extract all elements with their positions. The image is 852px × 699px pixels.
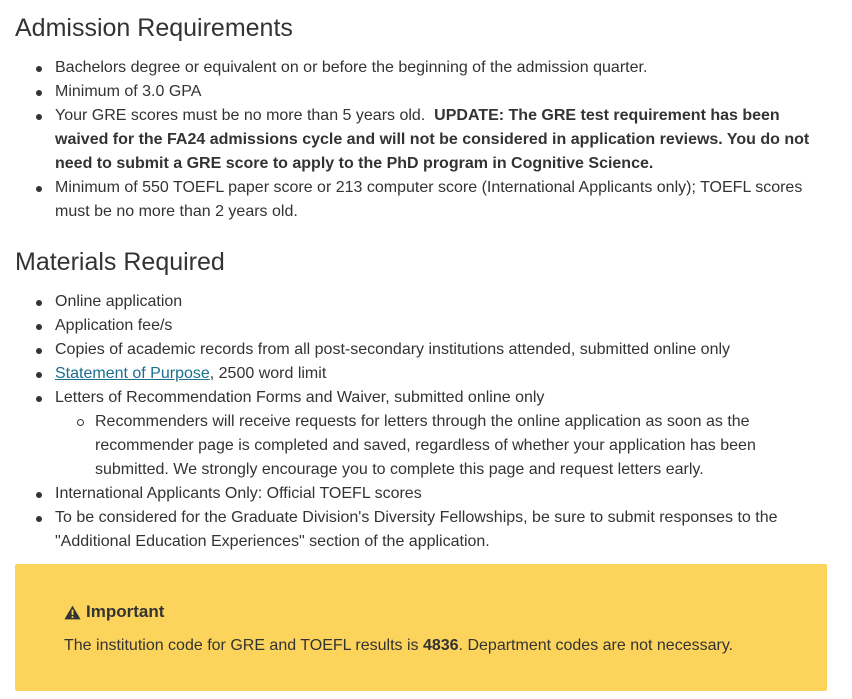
callout-title-text: Important <box>86 602 165 621</box>
callout-text-before: The institution code for GRE and TOEFL results is <box>64 637 423 654</box>
statement-of-purpose-link[interactable]: Statement of Purpose <box>55 365 210 382</box>
list-item-text: Minimum of 550 TOEFL paper score or 213 computer score (International Applicants only); TOEFL scores must be no more than 2 years old. <box>55 179 803 220</box>
admission-requirements-list <box>15 56 830 224</box>
list-item-text: Minimum of 3.0 GPA <box>55 83 202 100</box>
important-callout <box>15 564 827 691</box>
admission-requirements-heading: Admission Requirements <box>15 14 293 42</box>
materials-required-list <box>15 290 830 554</box>
list-item-text: Online application <box>55 293 183 310</box>
list-item-text: Copies of academic records from all post-secondary institutions attended, submitted online only <box>55 341 731 358</box>
list-item <box>15 314 830 338</box>
list-item <box>15 104 830 176</box>
warning-icon <box>64 605 81 620</box>
list-item-text: Letters of Recommendation Forms and Waiver, submitted online only <box>55 389 545 406</box>
list-item <box>15 506 830 554</box>
list-item-text: International Applicants Only: Official TOEFL scores <box>55 485 422 502</box>
list-item-text: To be considered for the Graduate Division's Diversity Fellowships, be sure to submit responses to the "Additional Education Experiences" section of the application. <box>55 509 778 550</box>
list-item <box>15 176 830 224</box>
callout-title <box>64 600 778 624</box>
list-item <box>15 482 830 506</box>
gre-update-notice: UPDATE: The GRE test requirement has been waived for the FA24 admissions cycle and will not be considered in application reviews. You do not need to submit a GRE score to apply to the PhD program in Cognitive Science. <box>55 107 810 172</box>
list-item <box>15 386 830 482</box>
callout-text-after: . Department codes are not necessary. <box>458 637 734 654</box>
list-item-text: , 2500 word limit <box>209 365 327 382</box>
list-item <box>15 56 830 80</box>
sub-list-item-text: Recommenders will receive requests for letters through the online application as soon as the recommender page is completed and saved, regardless of whether your application has been submitted. We strongly encourage you to complete this page and request letters early. <box>95 413 756 478</box>
list-item <box>15 362 830 386</box>
institution-code: 4836 <box>422 637 459 654</box>
list-item-text: Your GRE scores must be no more than 5 years old. <box>55 107 426 124</box>
list-item-text: Bachelors degree or equivalent on or before the beginning of the admission quarter. <box>55 59 648 76</box>
sub-list-item <box>55 410 830 482</box>
callout-text <box>64 634 778 658</box>
recommendation-sublist <box>55 410 830 482</box>
list-item-text: Application fee/s <box>55 317 173 334</box>
list-item <box>15 290 830 314</box>
materials-required-heading: Materials Required <box>15 248 225 276</box>
list-item <box>15 338 830 362</box>
list-item <box>15 80 830 104</box>
